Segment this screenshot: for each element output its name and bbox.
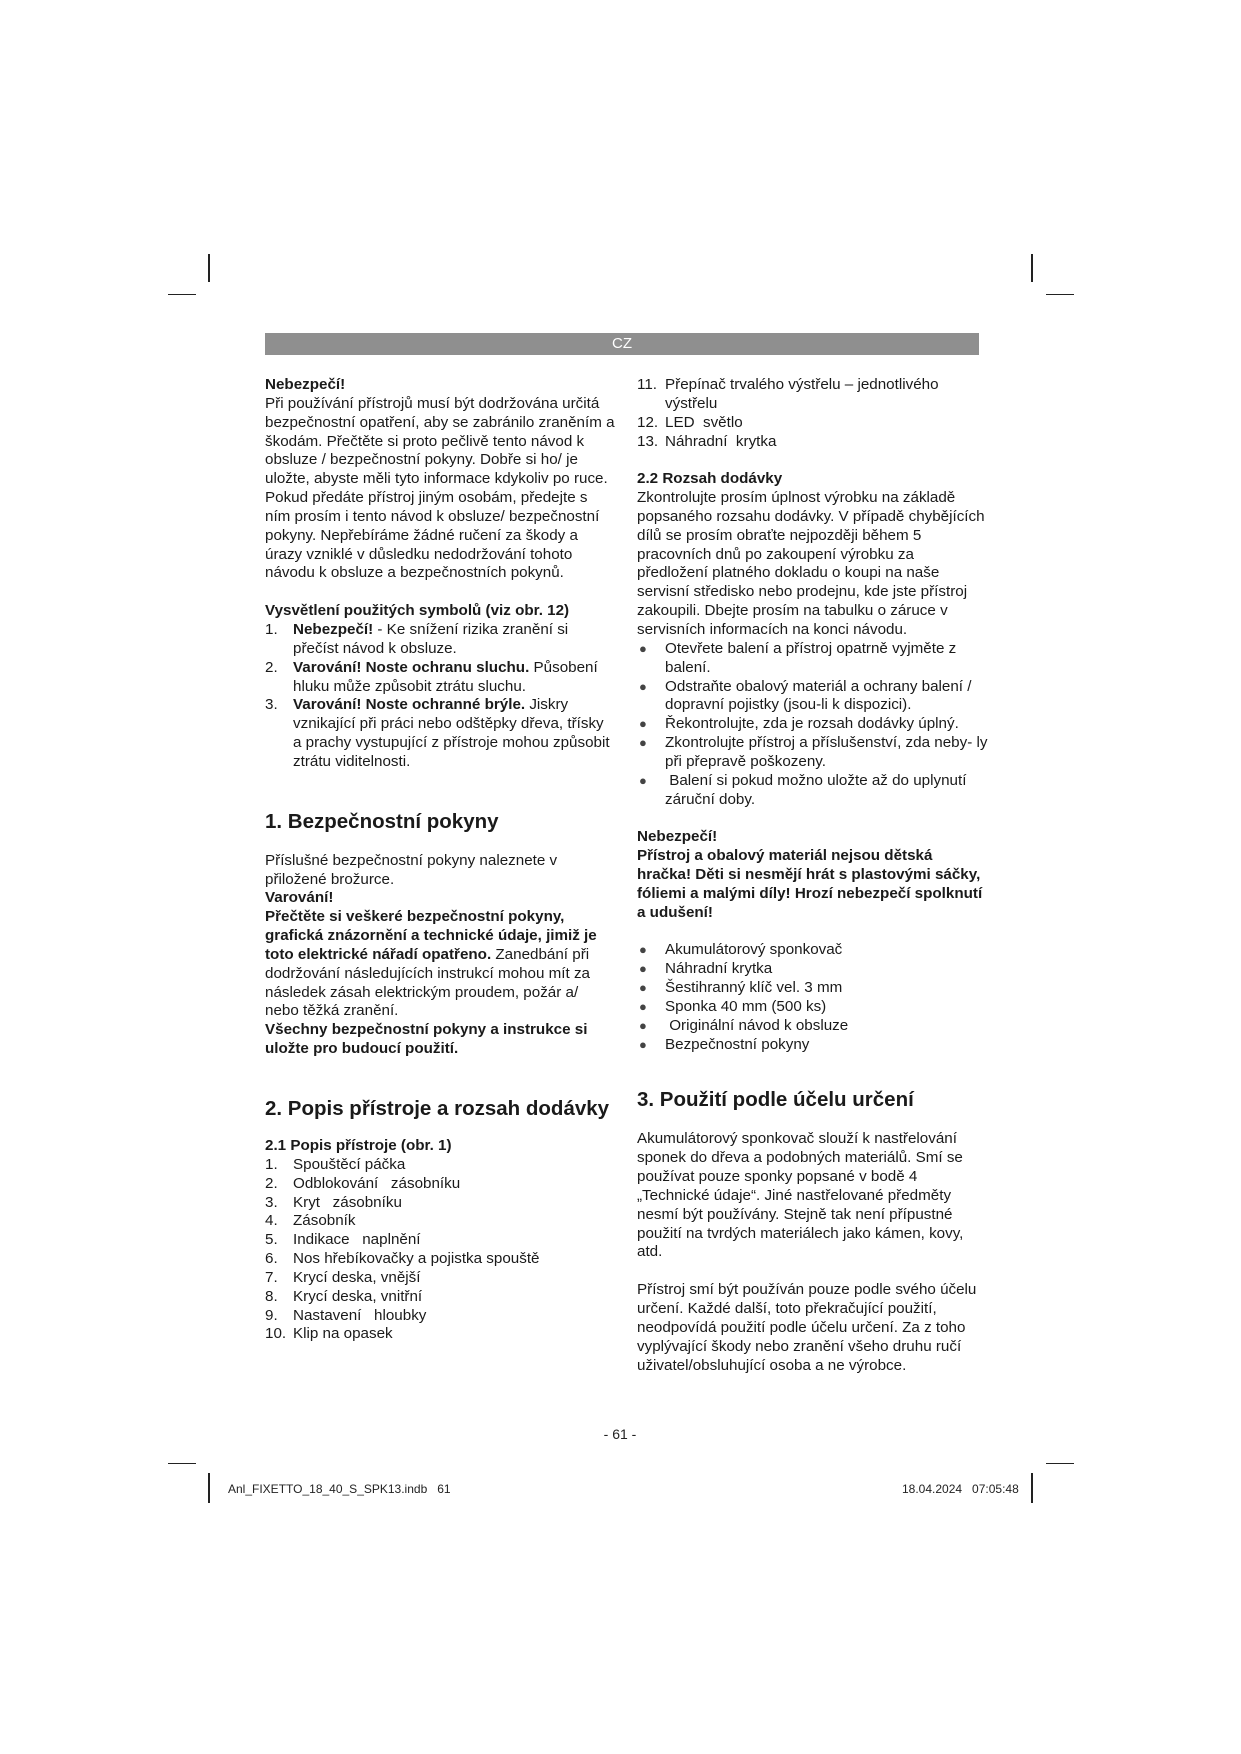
- section-2-2-title: 2.2 Rozsah dodávky: [637, 470, 783, 488]
- symbol-bold: Nebezpečí!: [293, 620, 374, 638]
- part-label: LED světlo: [665, 413, 743, 431]
- warning-text: Zanedbání při dodržování následujících instrukcí mohou mít za následek zásah elektrickým proudem, požár a/ nebo těžká zranění.: [265, 945, 591, 1020]
- symbols-list: [265, 621, 615, 772]
- list-number: 2.: [265, 1174, 278, 1192]
- list-item: [265, 696, 615, 771]
- list-number: 6.: [265, 1250, 278, 1268]
- delivery-paragraph: Zkontrolujte prosím úplnost výrobku na základě popsaného rozsahu dodávky. V případě chybějících dílů se prosím obraťte nejpozději během 5 pracovních dnů po zakoupení výrobku za předložení platného dokladu o koupi na naše servisní středisko nebo prodejnu, kde jste přístroj zakoupili. Dbejte prosím na tabulku o záruce v servisních informacích na konci návodu.: [637, 489, 985, 638]
- unpacking-steps-list: [637, 640, 989, 810]
- danger-heading: Nebezpečí!: [637, 828, 718, 846]
- list-number: 4.: [265, 1212, 278, 1230]
- section-1-text: Příslušné bezpečnostní pokyny naleznete v přiložené brožurce.: [265, 851, 558, 888]
- list-number: 5.: [265, 1231, 278, 1249]
- bullet-icon: ●: [639, 998, 647, 1014]
- list-number: 7.: [265, 1268, 278, 1286]
- step-text: Zkontrolujte přístroj a příslušenství, zda neby- ly při přepravě poškozeny.: [665, 734, 988, 770]
- list-item: [265, 1212, 615, 1231]
- list-item: [265, 1194, 615, 1213]
- bullet-icon: ●: [639, 716, 647, 732]
- parts-list-continued: [637, 376, 989, 451]
- package-contents-list: [637, 941, 989, 1054]
- bullet-icon: ●: [639, 942, 647, 958]
- step-text: Řekontrolujte, zda je rozsah dodávky úplný.: [665, 715, 959, 733]
- danger-bold-text: Přístroj a obalový materiál nejsou dětská hračka! Děti si nesmějí hrát s plastovými sáčky, fóliemi a malými díly! Hrozí nebezpečí spolknutí a udušení!: [637, 847, 983, 921]
- list-number: 10.: [265, 1325, 287, 1343]
- list-number: 3.: [265, 696, 278, 714]
- list-number: 2.: [265, 658, 278, 676]
- list-item: [637, 734, 989, 772]
- part-label: Spouštěcí páčka: [293, 1155, 406, 1173]
- part-label: Náhradní krytka: [665, 432, 777, 450]
- content-item: Náhradní krytka: [665, 960, 773, 978]
- crop-mark: [1031, 1473, 1033, 1503]
- language-header-bar: [265, 333, 979, 355]
- parts-list: [265, 1156, 615, 1344]
- list-item: [637, 1036, 989, 1055]
- list-item: [637, 979, 989, 998]
- list-item: [265, 621, 615, 659]
- symbol-text: Jiskry vznikající při práci nebo odštěpky dřeva, třísky a prachy vystupující z přístroje mohou způsobit ztrátu viditelnosti.: [293, 696, 610, 770]
- list-item: [265, 659, 615, 697]
- symbol-text: Působení hluku může způsobit ztrátu sluchu.: [293, 658, 598, 695]
- print-date: 18.04.2024 07:05:48: [902, 1482, 1019, 1496]
- part-label: Klip na opasek: [293, 1325, 393, 1343]
- list-item: [637, 941, 989, 960]
- list-number: 9.: [265, 1306, 278, 1324]
- section-2-title: 2. Popis přístroje a rozsah dodávky: [265, 1097, 610, 1120]
- symbol-bold: Varování! Noste ochranu sluchu.: [293, 658, 530, 676]
- content-item: Šestihranný klíč vel. 3 mm: [665, 979, 843, 996]
- left-column: [265, 376, 615, 1344]
- warning-heading: Varování!: [265, 889, 334, 907]
- section-3-title: 3. Použití podle účelu určení: [637, 1088, 914, 1112]
- step-text: Otevřete balení a přístroj opatrně vyjměte z balení.: [665, 639, 957, 676]
- part-label: Indikace naplnění: [293, 1231, 421, 1249]
- content-item: Sponka 40 mm (500 ks): [665, 997, 827, 1015]
- list-item: [265, 1156, 615, 1175]
- bullet-icon: ●: [639, 961, 647, 977]
- bullet-icon: ●: [639, 640, 647, 656]
- part-label: Nos hřebíkovačky a pojistka spouště: [293, 1250, 540, 1268]
- symbol-text: - Ke snížení rizika zranění si přečíst návod k obsluze.: [293, 620, 569, 657]
- list-item: [265, 1325, 615, 1344]
- content-item: Bezpečnostní pokyny: [665, 1035, 810, 1053]
- section-1-title: 1. Bezpečnostní pokyny: [265, 809, 499, 833]
- part-label: Přepínač trvalého výstřelu – jednotlivého výstřelu: [665, 376, 939, 412]
- crop-mark: [168, 1463, 196, 1464]
- section-3-paragraph-2: Přístroj smí být používán pouze podle svého účelu určení. Každé další, toto překračující použití, neodpovídá použití podle účelu určení. Za z toho vyplývající škody nebo zranění všeho druhu ručí uživatel/obsluhující osoba a ne výrobce.: [637, 1281, 977, 1374]
- part-label: Krycí deska, vnitřní: [293, 1287, 423, 1305]
- part-label: Odblokování zásobníku: [293, 1174, 461, 1192]
- list-item: [265, 1307, 615, 1326]
- list-item: [265, 1175, 615, 1194]
- part-label: Nastavení hloubky: [293, 1306, 427, 1324]
- list-number: 1.: [265, 1155, 278, 1173]
- content-item: Akumulátorový sponkovač: [665, 941, 843, 959]
- right-column: [637, 376, 989, 1375]
- bullet-icon: ●: [639, 735, 647, 751]
- list-item: [637, 414, 989, 433]
- list-item: [265, 1250, 615, 1269]
- part-label: Zásobník: [293, 1212, 356, 1230]
- list-item: [637, 1017, 989, 1036]
- list-item: [265, 1269, 615, 1288]
- list-item: [265, 1231, 615, 1250]
- danger-heading: Nebezpečí!: [265, 376, 346, 393]
- list-item: [637, 376, 989, 414]
- part-label: Krycí deska, vnější: [293, 1268, 421, 1286]
- part-label: Kryt zásobníku: [293, 1193, 402, 1211]
- bullet-icon: ●: [639, 1017, 647, 1033]
- keep-instructions-text: Všechny bezpečnostní pokyny a instrukce si uložte pro budoucí použití.: [265, 1021, 588, 1058]
- list-number: 8.: [265, 1287, 278, 1305]
- file-name: Anl_FIXETTO_18_40_S_SPK13.indb 61: [228, 1482, 451, 1496]
- danger-paragraph: Při používání přístrojů musí být dodržována určitá bezpečnostní opatření, aby se zabránilo zraněním a škodám. Přečtěte si proto pečlivě tento návod k obsluze / bezpečnostní pokyny. Dobře si ho/ je uložte, abyste měli tyto informace kdykoliv po ruce. Pokud předáte přístroj jiným osobám, předejte s ním prosím i tento návod k obsluze/ bezpečnostní pokyny. Nepřebíráme žádné ručení za škody a úrazy vzniklé v důsledku nedodržování tohoto návodu k obsluze a bezpečnostních pokynů.: [265, 394, 615, 582]
- list-number: 13.: [637, 432, 659, 450]
- step-text: Balení si pokud možno uložte až do uplynutí záruční doby.: [665, 771, 971, 808]
- language-code: CZ: [612, 335, 632, 352]
- content-item: Originální návod k obsluze: [665, 1016, 849, 1034]
- list-item: [637, 678, 989, 716]
- page-number: - 61 -: [603, 1426, 637, 1442]
- list-item: [265, 1288, 615, 1307]
- step-text: Odstraňte obalový materiál a ochrany balení / dopravní pojistky (jsou-li k dispozici).: [665, 677, 972, 714]
- bullet-icon: ●: [639, 678, 647, 694]
- bullet-icon: ●: [639, 772, 647, 788]
- list-number: 1.: [265, 620, 278, 638]
- crop-mark: [168, 294, 196, 295]
- crop-mark: [1046, 1463, 1074, 1464]
- list-number: 3.: [265, 1193, 278, 1211]
- section-2-1-title: 2.1 Popis přístroje (obr. 1): [265, 1137, 452, 1154]
- symbol-bold: Varování! Noste ochranné brýle.: [293, 696, 526, 714]
- section-3-paragraph-1: Akumulátorový sponkovač slouží k nastřelování sponek do dřeva a podobných materiálů. Smí se používat pouze sponky popsané v bodě 4 „Technické údaje“. Jiné nastřelované předměty nesmí být používány. Stejně tak není přípustné použití na tvrdých materiálech jako kámen, kovy, atd.: [637, 1130, 964, 1261]
- list-item: [637, 715, 989, 734]
- crop-mark: [208, 1473, 210, 1503]
- list-item: [637, 433, 989, 452]
- list-item: [637, 960, 989, 979]
- crop-mark: [1031, 254, 1033, 282]
- crop-mark: [208, 254, 210, 282]
- crop-mark: [1046, 294, 1074, 295]
- list-item: [637, 640, 989, 678]
- warning-bold-text: Přečtěte si veškeré bezpečnostní pokyny, grafická znázornění a technické údaje, jimiž je toto elektrické nářadí opatřeno.: [265, 908, 597, 963]
- list-number: 11.: [637, 376, 657, 393]
- list-item: [637, 772, 989, 810]
- symbols-heading: Vysvětlení použitých symbolů (viz obr. 12): [265, 602, 570, 620]
- bullet-icon: ●: [639, 1036, 647, 1052]
- list-number: 12.: [637, 413, 659, 431]
- list-item: [637, 998, 989, 1017]
- bullet-icon: ●: [639, 980, 647, 995]
